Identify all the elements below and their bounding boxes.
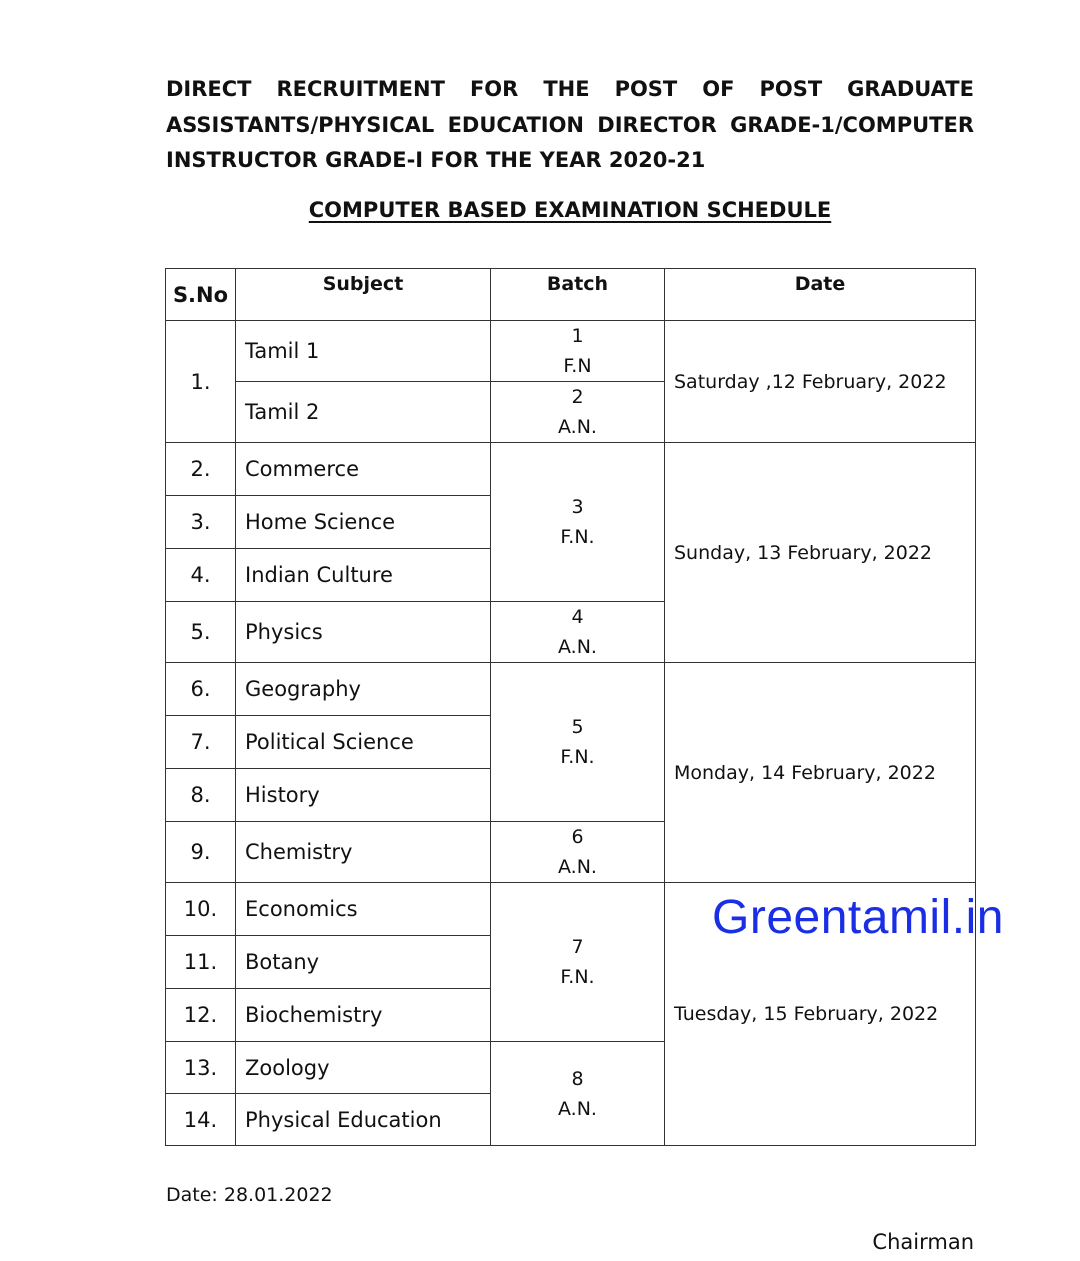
signatory: Chairman bbox=[872, 1230, 974, 1254]
batch-cell bbox=[491, 1042, 665, 1146]
header-subject: Subject bbox=[236, 269, 491, 321]
sno-cell: 4. bbox=[166, 549, 236, 602]
batch-number: 7 bbox=[571, 936, 584, 958]
batch-session: F.N. bbox=[560, 966, 595, 988]
sno-cell: 11. bbox=[166, 936, 236, 989]
batch-session: A.N. bbox=[558, 1097, 597, 1120]
table-header-row bbox=[166, 269, 976, 321]
batch-session: A.N. bbox=[558, 636, 597, 658]
batch-session: F.N bbox=[563, 355, 592, 377]
date-cell: Sunday, 13 February, 2022 bbox=[665, 443, 976, 663]
heading-line-1 bbox=[166, 72, 974, 108]
heading-word: ASSISTANTS/PHYSICAL bbox=[166, 112, 435, 137]
batch-number: 1 bbox=[571, 325, 584, 347]
heading-word: EDUCATION bbox=[447, 112, 585, 137]
sno-cell: 9. bbox=[166, 822, 236, 883]
header-batch: Batch bbox=[491, 269, 665, 321]
subject-cell: Biochemistry bbox=[236, 989, 491, 1042]
batch-number: 4 bbox=[571, 606, 584, 628]
header-sno: S.No bbox=[166, 269, 236, 321]
heading-word: POST bbox=[759, 77, 823, 101]
batch-cell bbox=[491, 822, 665, 883]
subject-cell: Home Science bbox=[236, 496, 491, 549]
heading-line-2 bbox=[166, 108, 974, 144]
sno-cell: 3. bbox=[166, 496, 236, 549]
subject-cell: Indian Culture bbox=[236, 549, 491, 602]
heading-word: POST bbox=[614, 77, 678, 101]
heading-word: RECRUITMENT bbox=[276, 77, 445, 101]
table-row bbox=[166, 443, 976, 496]
subject-cell: Botany bbox=[236, 936, 491, 989]
batch-session: A.N. bbox=[558, 416, 597, 438]
table-row bbox=[166, 321, 976, 382]
header-date: Date bbox=[665, 269, 976, 321]
batch-session: F.N. bbox=[560, 526, 595, 548]
subject-cell: Physics bbox=[236, 602, 491, 663]
subject-cell: Zoology bbox=[236, 1042, 491, 1094]
heading-word: GRADUATE bbox=[847, 77, 974, 101]
sno-cell: 12. bbox=[166, 989, 236, 1042]
sno-cell: 7. bbox=[166, 716, 236, 769]
batch-number: 8 bbox=[571, 1067, 584, 1090]
batch-cell bbox=[491, 602, 665, 663]
batch-number: 2 bbox=[571, 386, 584, 408]
subject-cell: Political Science bbox=[236, 716, 491, 769]
sno-cell: 14. bbox=[166, 1094, 236, 1146]
batch-number: 3 bbox=[571, 496, 584, 518]
subject-cell: Economics bbox=[236, 883, 491, 936]
subject-cell: Commerce bbox=[236, 443, 491, 496]
heading-word: THE bbox=[543, 77, 590, 101]
batch-session: A.N. bbox=[558, 856, 597, 878]
subject-cell: Tamil 2 bbox=[236, 382, 491, 443]
batch-session: F.N. bbox=[560, 746, 595, 768]
heading-word: DIRECTOR bbox=[597, 112, 717, 137]
subject-cell: Physical Education bbox=[236, 1094, 491, 1146]
schedule-title: COMPUTER BASED EXAMINATION SCHEDULE bbox=[308, 198, 832, 222]
batch-cell bbox=[491, 321, 665, 382]
batch-number: 6 bbox=[571, 826, 584, 848]
exam-schedule-table bbox=[165, 268, 976, 1146]
subject-cell: Geography bbox=[236, 663, 491, 716]
sno-cell: 6. bbox=[166, 663, 236, 716]
subject-cell: Tamil 1 bbox=[236, 321, 491, 382]
batch-cell bbox=[491, 443, 665, 602]
subject-cell: Chemistry bbox=[236, 822, 491, 883]
sno-cell: 8. bbox=[166, 769, 236, 822]
table-row bbox=[166, 663, 976, 716]
batch-cell bbox=[491, 663, 665, 822]
heading-line-3: INSTRUCTOR GRADE-I FOR THE YEAR 2020-21 bbox=[166, 148, 706, 172]
sno-cell: 13. bbox=[166, 1042, 236, 1094]
heading-word: GRADE-1/COMPUTER bbox=[730, 112, 974, 137]
date-cell: Tuesday, 15 February, 2022 bbox=[665, 883, 976, 1146]
document-date: Date: 28.01.2022 bbox=[166, 1184, 333, 1206]
sno-cell: 10. bbox=[166, 883, 236, 936]
subject-cell: History bbox=[236, 769, 491, 822]
heading-word: OF bbox=[702, 77, 735, 101]
sno-cell: 2. bbox=[166, 443, 236, 496]
heading-word: DIRECT bbox=[166, 77, 252, 101]
batch-cell bbox=[491, 382, 665, 443]
sno-cell: 1. bbox=[166, 321, 236, 443]
date-cell: Saturday ,12 February, 2022 bbox=[665, 321, 976, 443]
sno-cell: 5. bbox=[166, 602, 236, 663]
batch-number: 5 bbox=[571, 716, 584, 738]
batch-cell bbox=[491, 883, 665, 1042]
watermark-text: Greentamil.in bbox=[712, 891, 1004, 944]
heading-word: FOR bbox=[469, 77, 519, 101]
document-heading bbox=[166, 72, 974, 179]
date-cell: Monday, 14 February, 2022 bbox=[665, 663, 976, 883]
